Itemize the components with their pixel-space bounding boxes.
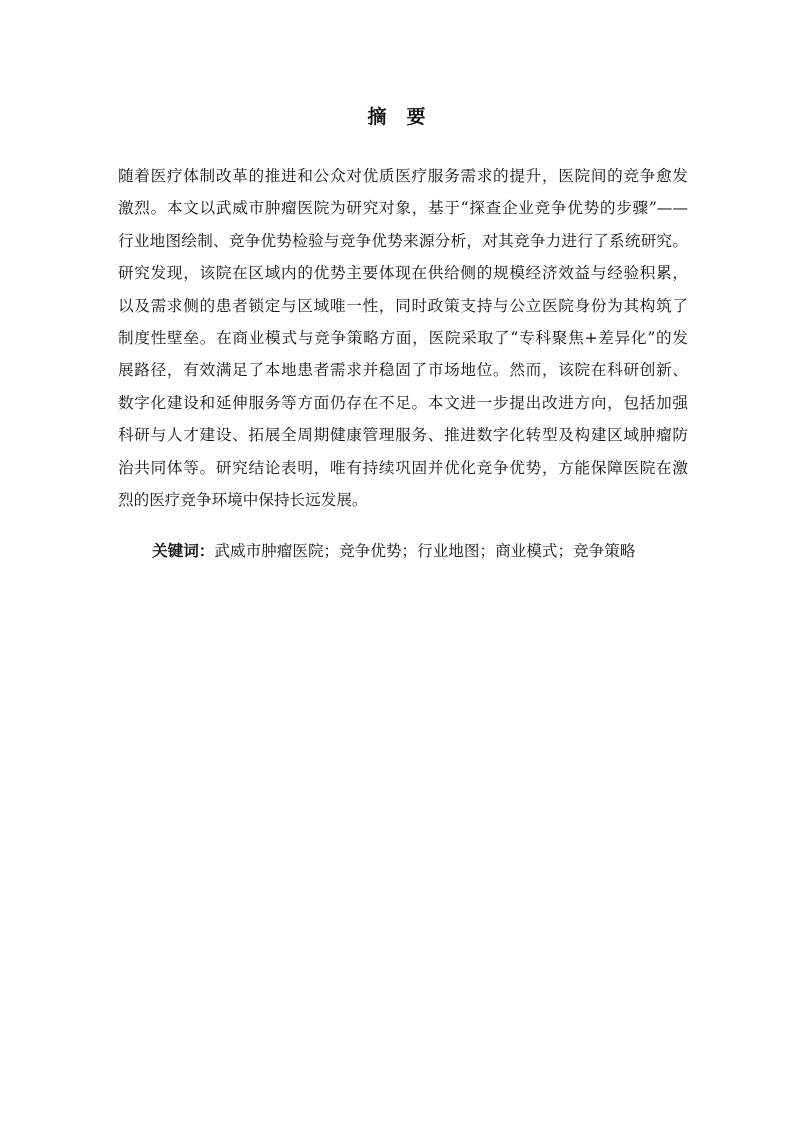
abstract-line: 烈的医疗竞争环境中保持长远发展。 (118, 490, 368, 509)
abstract-title (0, 104, 793, 130)
abstract-line: 以及需求侧的患者锁定与区域唯一性，同时政策支持与公立医院身份为其构筑了 (118, 296, 688, 315)
abstract-line: 激烈。本文以武威市肿瘤医院为研究对象，基于“探查企业竞争优势的步骤”—— (118, 199, 688, 218)
abstract-line: 制度性壁垒。在商业模式与竞争策略方面，医院采取了“专科聚焦+差异化”的发 (118, 328, 688, 347)
keywords-label: 关键词： (152, 542, 215, 560)
abstract-title-char-1: 摘 (367, 106, 387, 128)
abstract-title-char-2: 要 (406, 106, 426, 128)
abstract-line: 随着医疗体制改革的推进和公众对优质医疗服务需求的提升，医院间的竞争愈发 (118, 167, 688, 185)
abstract-line: 展路径，有效满足了本地患者需求并稳固了市场地位。然而，该院在科研创新、 (118, 361, 688, 380)
abstract-line: 研究发现，该院在区域内的优势主要体现在供给侧的规模经济效益与经验积累， (118, 264, 688, 283)
abstract-line: 行业地图绘制、竞争优势检验与竞争优势来源分析，对其竞争力进行了系统研究。 (118, 231, 688, 250)
keywords-row (152, 537, 712, 565)
abstract-body (118, 160, 688, 516)
keywords-text: 武威市肿瘤医院；竞争优势；行业地图；商业模式；竞争策略 (214, 542, 636, 560)
abstract-line: 数字化建设和延伸服务等方面仍存在不足。本文进一步提出改进方向，包括加强 (118, 393, 688, 412)
abstract-line: 治共同体等。研究结论表明，唯有持续巩固并优化竞争优势，方能保障医院在激 (118, 458, 688, 477)
abstract-line: 科研与人才建设、拓展全周期健康管理服务、推进数字化转型及构建区域肿瘤防 (118, 426, 688, 445)
